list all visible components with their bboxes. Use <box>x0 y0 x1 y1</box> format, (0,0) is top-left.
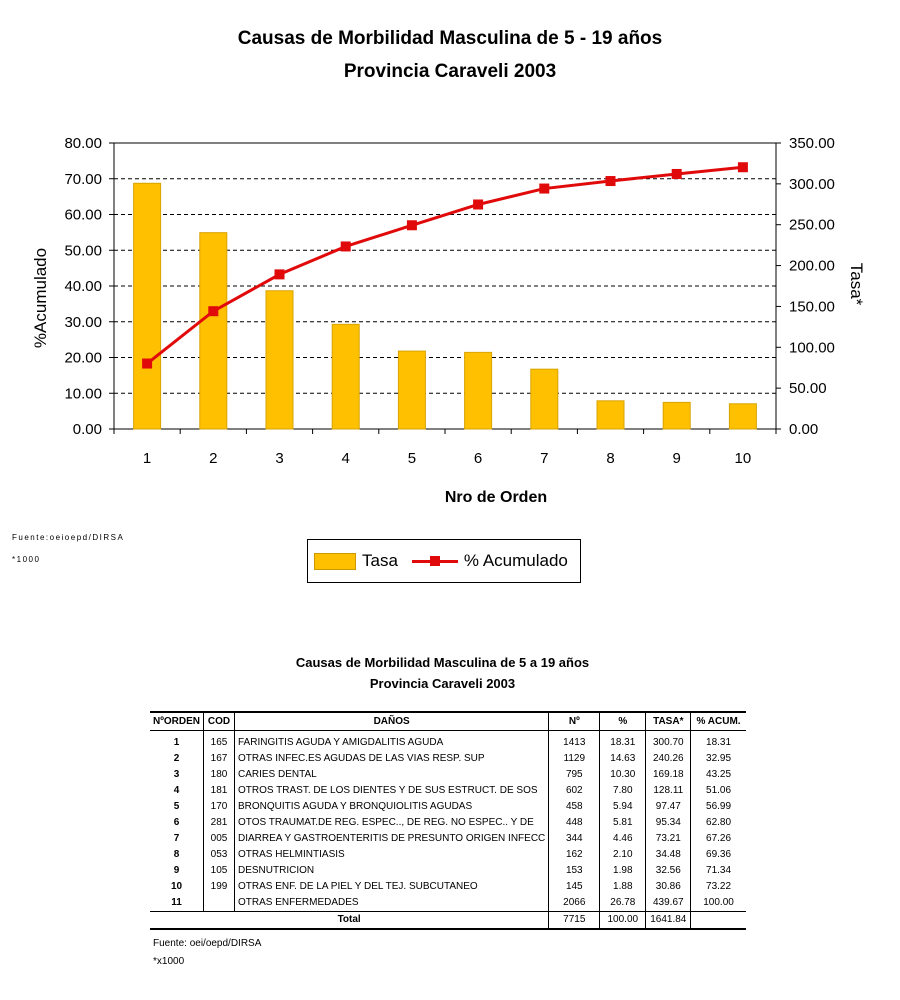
table-header-row <box>150 712 746 731</box>
cell-dano: CARIES DENTAL <box>235 767 549 783</box>
cell-cod: 180 <box>204 767 235 783</box>
cell-cod: 005 <box>204 831 235 847</box>
left-tick-label: 80.00 <box>64 135 102 152</box>
cell-pct: 4.46 <box>600 831 646 847</box>
x-tick-label: 8 <box>606 450 615 467</box>
header-danos: DAÑOS <box>235 712 549 731</box>
cell-cod: 167 <box>204 751 235 767</box>
table-row <box>150 831 746 847</box>
cell-dano: DIARREA Y GASTROENTERITIS DE PRESUNTO ORIGEN INFECC <box>235 831 549 847</box>
cell-pct: 7.80 <box>600 783 646 799</box>
cell-cod: 281 <box>204 815 235 831</box>
cell-tasa: 73.21 <box>646 831 691 847</box>
cell-orden: 10 <box>170 881 183 892</box>
cell-tasa: 240.26 <box>646 751 691 767</box>
cell-cod: 165 <box>204 731 235 752</box>
cell-pct: 14.63 <box>600 751 646 767</box>
cell-orden: 5 <box>173 801 180 812</box>
bar-series <box>134 183 757 429</box>
cell-dano: FARINGITIS AGUDA Y AMIGDALITIS AGUDA <box>235 731 549 752</box>
left-tick-label: 30.00 <box>64 313 102 331</box>
cell-cod: 199 <box>204 879 235 895</box>
cell-n: 1129 <box>549 751 600 767</box>
table-row <box>150 799 746 815</box>
cell-acum: 18.31 <box>691 731 746 752</box>
x-tick-label: 6 <box>473 450 483 467</box>
cell-acum: 67.26 <box>691 831 746 847</box>
line-point <box>672 169 682 179</box>
table-row <box>150 783 746 799</box>
cell-acum: 51.06 <box>691 783 746 799</box>
table-row <box>150 879 746 895</box>
cell-tasa: 128.11 <box>646 783 691 799</box>
cell-orden: 3 <box>173 769 180 780</box>
cell-dano: BRONQUITIS AGUDA Y BRONQUIOLITIS AGUDAS <box>235 799 549 815</box>
cell-n: 145 <box>549 879 600 895</box>
cell-cod: 181 <box>204 783 235 799</box>
header-tasa: TASA* <box>646 712 691 731</box>
cell-orden: 8 <box>173 849 180 860</box>
cell-n: 448 <box>549 815 600 831</box>
line-point <box>142 359 152 369</box>
cell-tasa: 439.67 <box>646 895 691 912</box>
table-row <box>150 815 746 831</box>
header-orden: NºORDEN <box>150 712 204 731</box>
cell-n: 795 <box>549 767 600 783</box>
header-cod: COD <box>204 712 235 731</box>
cell-orden: 1 <box>173 737 180 748</box>
cell-dano: OTROS TRAST. DE LOS DIENTES Y DE SUS ESTRUCT. DE SOS <box>235 783 549 799</box>
left-axis-label: %Acumulado <box>31 247 50 349</box>
left-tick-label: 50.00 <box>64 242 102 260</box>
line-point <box>341 241 351 251</box>
table-row <box>150 751 746 767</box>
table-row <box>150 847 746 863</box>
cell-acum: 69.36 <box>691 847 746 863</box>
bar <box>332 324 359 429</box>
x-tick-label: 9 <box>672 450 681 467</box>
cell-pct: 1.88 <box>600 879 646 895</box>
cell-pct: 5.81 <box>600 815 646 831</box>
cell-orden: 4 <box>173 785 180 796</box>
line-path <box>147 167 743 363</box>
total-pct: 100.00 <box>600 912 646 930</box>
chart-title: Causas de Morbilidad Masculina de 5 - 19 años <box>237 28 663 49</box>
cell-tasa: 34.48 <box>646 847 691 863</box>
x-tick-label: 7 <box>540 450 549 467</box>
cell-tasa: 95.34 <box>646 815 691 831</box>
cell-n: 153 <box>549 863 600 879</box>
legend-label-acumulado: % Acumulado <box>463 551 568 570</box>
x-axis-ticks <box>114 429 776 467</box>
legend-line-marker <box>412 554 458 569</box>
table-subtitle: Provincia Caraveli 2003 <box>369 676 516 691</box>
morbidity-table <box>150 711 746 930</box>
line-point <box>606 176 616 186</box>
x-tick-label: 1 <box>142 450 152 467</box>
cell-dano: OTRAS ENFERMEDADES <box>235 895 549 912</box>
left-tick-label: 20.00 <box>64 349 102 367</box>
table-total-row <box>150 912 746 930</box>
bar <box>729 404 756 429</box>
bar <box>200 233 227 429</box>
bar <box>465 352 492 429</box>
x-tick-label: 3 <box>275 450 284 467</box>
cell-n: 1413 <box>549 731 600 752</box>
cell-cod: 053 <box>204 847 235 863</box>
chart-source-note: Fuente:oeioepd/DIRSA <box>12 533 125 542</box>
table-row <box>150 767 746 783</box>
header-acum: % ACUM. <box>691 712 746 731</box>
bar <box>531 369 558 429</box>
line-series <box>142 162 748 368</box>
right-tick-label: 300.00 <box>789 175 835 193</box>
right-tick-label: 350.00 <box>789 135 835 152</box>
cell-dano: OTRAS ENF. DE LA PIEL Y DEL TEJ. SUBCUTANEO <box>235 879 549 895</box>
cell-cod: 170 <box>204 799 235 815</box>
x-tick-label: 2 <box>209 450 218 467</box>
bar <box>597 401 624 429</box>
cell-acum: 100.00 <box>691 895 746 912</box>
cell-pct: 2.10 <box>600 847 646 863</box>
total-n: 7715 <box>549 912 600 930</box>
right-axis-label: Tasa* <box>847 262 866 306</box>
cell-n: 458 <box>549 799 600 815</box>
left-tick-label: 70.00 <box>64 170 102 188</box>
x-axis-label: Nro de Orden <box>444 489 548 506</box>
cell-pct: 5.94 <box>600 799 646 815</box>
cell-acum: 71.34 <box>691 863 746 879</box>
cell-n: 602 <box>549 783 600 799</box>
table-footnote: *x1000 <box>153 956 185 967</box>
cell-cod <box>204 895 235 912</box>
cell-tasa: 32.56 <box>646 863 691 879</box>
chart-footnote: *1000 <box>12 555 41 564</box>
cell-orden: 7 <box>173 833 180 844</box>
total-label: Total <box>150 912 549 930</box>
line-point <box>738 162 748 172</box>
total-tasa: 1641.84 <box>646 912 691 930</box>
line-point <box>473 199 483 209</box>
cell-n: 2066 <box>549 895 600 912</box>
cell-orden: 11 <box>171 897 182 908</box>
line-point <box>539 184 549 194</box>
left-tick-label: 0.00 <box>72 421 102 438</box>
cell-acum: 62.80 <box>691 815 746 831</box>
cell-orden: 6 <box>173 817 180 828</box>
header-pct: % <box>600 712 646 731</box>
right-tick-label: 100.00 <box>789 339 835 357</box>
left-axis-ticks <box>64 135 114 438</box>
cell-acum: 32.95 <box>691 751 746 767</box>
right-tick-label: 0.00 <box>789 421 819 438</box>
cell-acum: 56.99 <box>691 799 746 815</box>
bar <box>398 351 425 429</box>
chart-subtitle: Provincia Caraveli 2003 <box>343 61 557 82</box>
cell-n: 162 <box>549 847 600 863</box>
cell-acum: 43.25 <box>691 767 746 783</box>
cell-pct: 18.31 <box>600 731 646 752</box>
right-tick-label: 50.00 <box>789 380 827 398</box>
cell-pct: 26.78 <box>600 895 646 912</box>
cell-dano: OTOS TRAUMAT.DE REG. ESPEC.., DE REG. NO ESPEC.. Y DE <box>235 815 549 831</box>
line-point <box>407 220 417 230</box>
chart-legend <box>307 539 581 583</box>
right-axis-ticks <box>776 135 835 438</box>
bar <box>663 402 690 429</box>
cell-dano: DESNUTRICION <box>235 863 549 879</box>
cell-orden: 9 <box>173 865 180 876</box>
x-tick-label: 10 <box>734 450 752 467</box>
table-source-note: Fuente: oei/oepd/DIRSA <box>153 938 262 949</box>
cell-pct: 10.30 <box>600 767 646 783</box>
header-n: Nº <box>549 712 600 731</box>
table-row <box>150 863 746 879</box>
table-row <box>150 731 746 752</box>
cell-dano: OTRAS HELMINTIASIS <box>235 847 549 863</box>
line-point <box>208 306 218 316</box>
line-point <box>275 269 285 279</box>
table-row <box>150 895 746 912</box>
cell-acum: 73.22 <box>691 879 746 895</box>
cell-tasa: 169.18 <box>646 767 691 783</box>
right-tick-label: 200.00 <box>789 257 835 275</box>
x-tick-label: 4 <box>341 450 350 467</box>
cell-pct: 1.98 <box>600 863 646 879</box>
x-tick-label: 5 <box>407 450 417 467</box>
left-tick-label: 60.00 <box>64 206 102 224</box>
left-tick-label: 10.00 <box>64 385 102 403</box>
total-acum <box>691 912 746 930</box>
left-tick-label: 40.00 <box>64 278 102 295</box>
cell-cod: 105 <box>204 863 235 879</box>
cell-orden: 2 <box>173 753 180 764</box>
legend-label-tasa: Tasa <box>362 551 398 570</box>
cell-tasa: 97.47 <box>646 799 691 815</box>
right-tick-label: 150.00 <box>789 298 835 316</box>
legend-bar-swatch <box>314 553 356 570</box>
cell-n: 344 <box>549 831 600 847</box>
cell-tasa: 300.70 <box>646 731 691 752</box>
cell-tasa: 30.86 <box>646 879 691 895</box>
right-tick-label: 250.00 <box>789 216 835 234</box>
bar <box>266 291 293 429</box>
bar <box>134 183 161 429</box>
table-title: Causas de Morbilidad Masculina de 5 a 19 años <box>295 655 590 670</box>
cell-dano: OTRAS INFEC.ES AGUDAS DE LAS VIAS RESP. SUP <box>235 751 549 767</box>
